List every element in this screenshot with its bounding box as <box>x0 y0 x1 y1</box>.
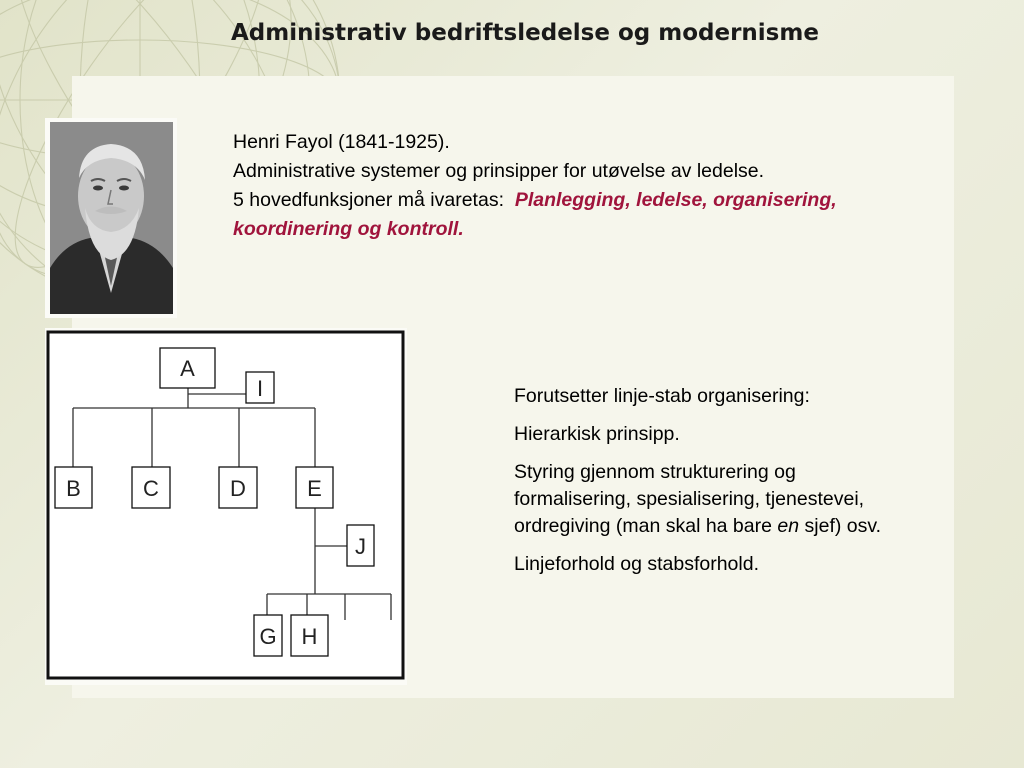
functions-line <box>233 186 953 244</box>
org-node-d <box>219 467 257 508</box>
org-node-d-label: D <box>230 476 246 501</box>
org-node-b-label: B <box>66 476 81 501</box>
structuring-text-end: sjef) osv. <box>804 515 882 537</box>
org-node-e-label: E <box>307 476 322 501</box>
org-node-i <box>246 372 274 403</box>
portrait-photo <box>45 118 177 318</box>
org-node-e <box>296 467 333 508</box>
principle-line-hierarchy: Hierarkisk prinsipp. <box>514 423 680 445</box>
fayol-name-line: Henri Fayol (1841-1925). <box>233 131 450 153</box>
org-chart <box>45 328 407 685</box>
principle-line-relations: Linjeforhold og stabsforhold. <box>514 553 759 575</box>
structuring-text: Styring gjennom strukturering og formalisering, spesialisering, tjenestevei, ordregiving (man skal ha bare <box>514 461 865 537</box>
org-node-h-label: H <box>301 624 318 649</box>
org-node-b <box>55 467 92 508</box>
org-node-j <box>347 525 374 566</box>
org-node-g-label: G <box>259 624 277 649</box>
intro-text <box>233 128 953 244</box>
slide-title: Administrativ bedriftsledelse og modernisme <box>231 20 819 46</box>
structuring-emphasis: en <box>777 515 800 537</box>
org-node-c <box>132 467 170 508</box>
fayol-description-line: Administrative systemer og prinsipper for utøvelse av ledelse. <box>233 160 765 182</box>
org-node-j-label: J <box>355 534 366 559</box>
org-node-a <box>160 348 215 388</box>
org-node-g <box>254 615 282 656</box>
functions-highlight: Planlegging, ledelse, organisering, koordinering og kontroll. <box>233 189 837 240</box>
org-node-a-label: A <box>180 356 195 381</box>
org-node-h <box>291 615 328 656</box>
functions-prefix: 5 hovedfunksjoner må ivaretas: <box>233 189 504 211</box>
principles-text <box>514 383 914 589</box>
principle-line-staff: Forutsetter linje-stab organisering: <box>514 385 810 407</box>
org-node-c-label: C <box>143 476 159 501</box>
principle-line-structuring <box>514 459 914 540</box>
org-node-i-label: I <box>256 376 264 401</box>
